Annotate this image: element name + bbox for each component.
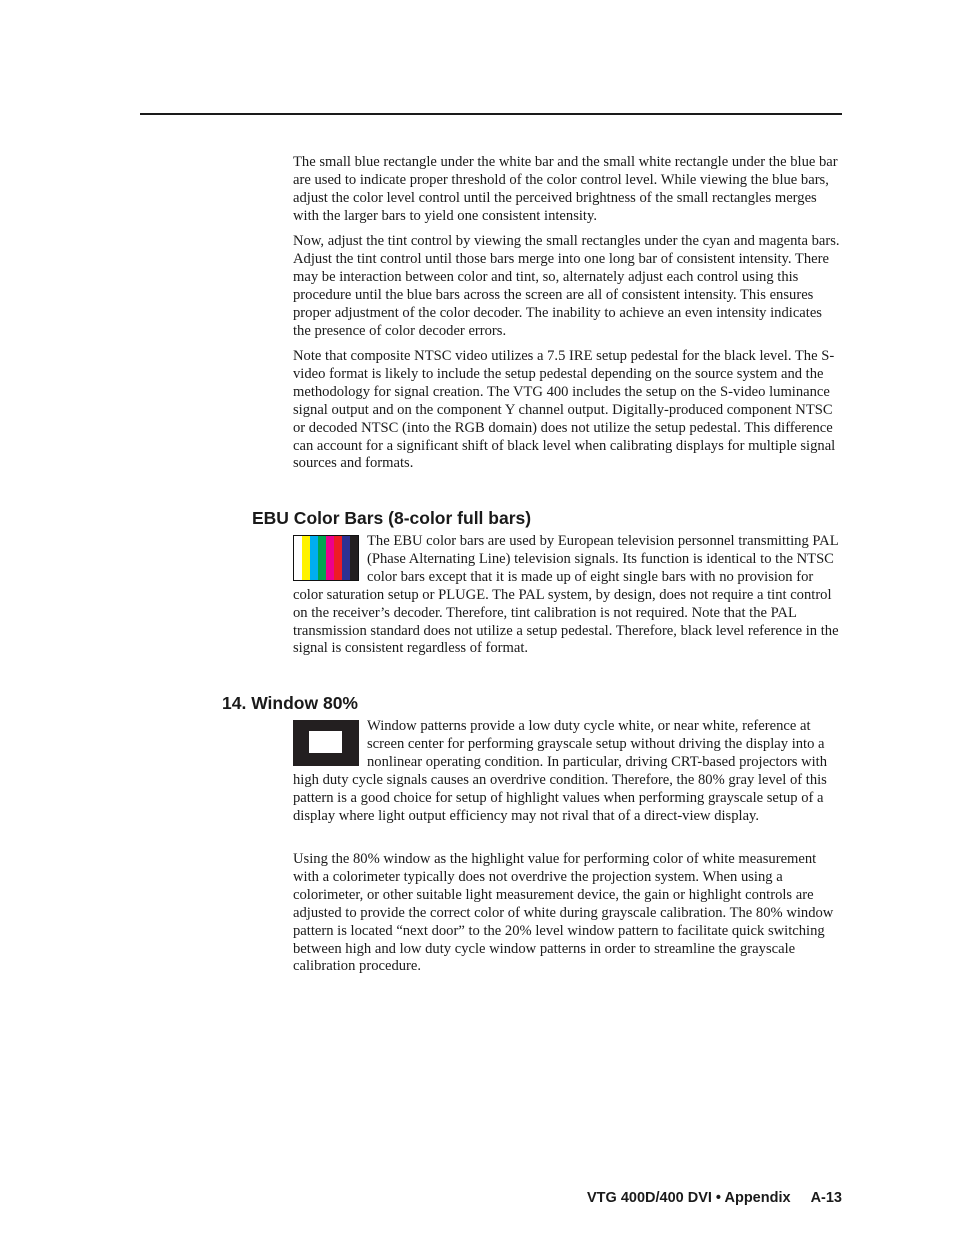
page-number: A-13 [810, 1190, 842, 1206]
window-pattern-image [293, 720, 359, 766]
intro-paragraph-2: Now, adjust the tint control by viewing the small rectangles under the cyan and magenta bars. Adjust the tint control until those bars merge into one long bar of consistent intensity. There may be interaction between color and tint, so, alternately adjust each control using this procedure until the blue bars across the screen are all of consistent intensity. This ensures proper adjustment of the color decoder. The inability to achieve an even intensity indicates the presence of color decoder errors. [293, 233, 840, 339]
window-white-rectangle [309, 731, 342, 753]
ebu-bar-7 [342, 536, 350, 580]
ebu-paragraph: The EBU color bars are used by European television personnel transmitting PAL (Phase Alternating Line) television signals. Its function is identical to the NTSC color bars except that it is made up of eight single bars with no provision for color saturation setup or PLUGE. The PAL system, by design, does not require a tint control on the receiver’s decoder. Therefore, tint calibration is not required. Note that the PAL transmission standard does not utilize a setup pedestal. Therefore, black level reference in the signal is consistent regardless of format. [293, 533, 839, 657]
page-footer [587, 1190, 842, 1206]
ebu-section [293, 533, 843, 658]
ebu-color-bars-image [293, 535, 359, 581]
window-heading: 14. Window 80% [222, 693, 358, 713]
ebu-bar-5 [326, 536, 334, 580]
ebu-bar-2 [302, 536, 310, 580]
ebu-bar-4 [318, 536, 326, 580]
window-paragraph-1: Window patterns provide a low duty cycle white, or near white, reference at screen center for performing grayscale setup without driving the display into a nonlinear operating condition. In particular, driving CRT-based projectors with high duty cycle signals causes an overdrive condition. Therefore, the 80% gray level of this pattern is a good choice for setup of highlight values when performing grayscale setup of a display where light output efficiency may not rival that of a direct-view display. [293, 718, 828, 824]
window-paragraph-2: Using the 80% window as the highlight value for performing color of white measurement with a colorimeter typically does not overdrive the projection system. When using a colorimeter, or other suitable light measurement device, the gain or highlight controls are adjusted to provide the correct color of white during grayscale calibration. The 80% window pattern is located “next door” to the 20% level window pattern to facilitate quick switching between high and low duty cycle window patterns in order to streamline the grayscale calibration procedure. [293, 851, 834, 975]
intro-paragraph-1: The small blue rectangle under the white bar and the small white rectangle under the blue bar are used to indicate proper threshold of the color control level. While viewing the blue bars, adjust the color level control until the perceived brightness of the small rectangles merges with the larger bars to yield one consistent intensity. [293, 154, 838, 224]
header-rule [140, 113, 842, 115]
ebu-bar-8 [350, 536, 358, 580]
footer-title: VTG 400D/400 DVI • Appendix [586, 1190, 791, 1206]
ebu-heading: EBU Color Bars (8-color full bars) [252, 508, 532, 528]
ebu-bar-6 [334, 536, 342, 580]
window-section [293, 718, 843, 825]
ebu-bar-1 [294, 536, 302, 580]
ebu-bar-3 [310, 536, 318, 580]
intro-paragraph-3: Note that composite NTSC video utilizes a 7.5 IRE setup pedestal for the black level. The S-video format is likely to include the setup pedestal depending on the source system and the methodology for signal creation. The VTG 400 includes the setup on the S-video luminance signal output and on the component Y channel output. Digitally-produced component NTSC or decoded NTSC (into the RGB domain) does not utilize the setup pedestal. This difference can account for a significant shift of black level when calibrating displays for multiple signal sources and formats. [293, 348, 836, 472]
